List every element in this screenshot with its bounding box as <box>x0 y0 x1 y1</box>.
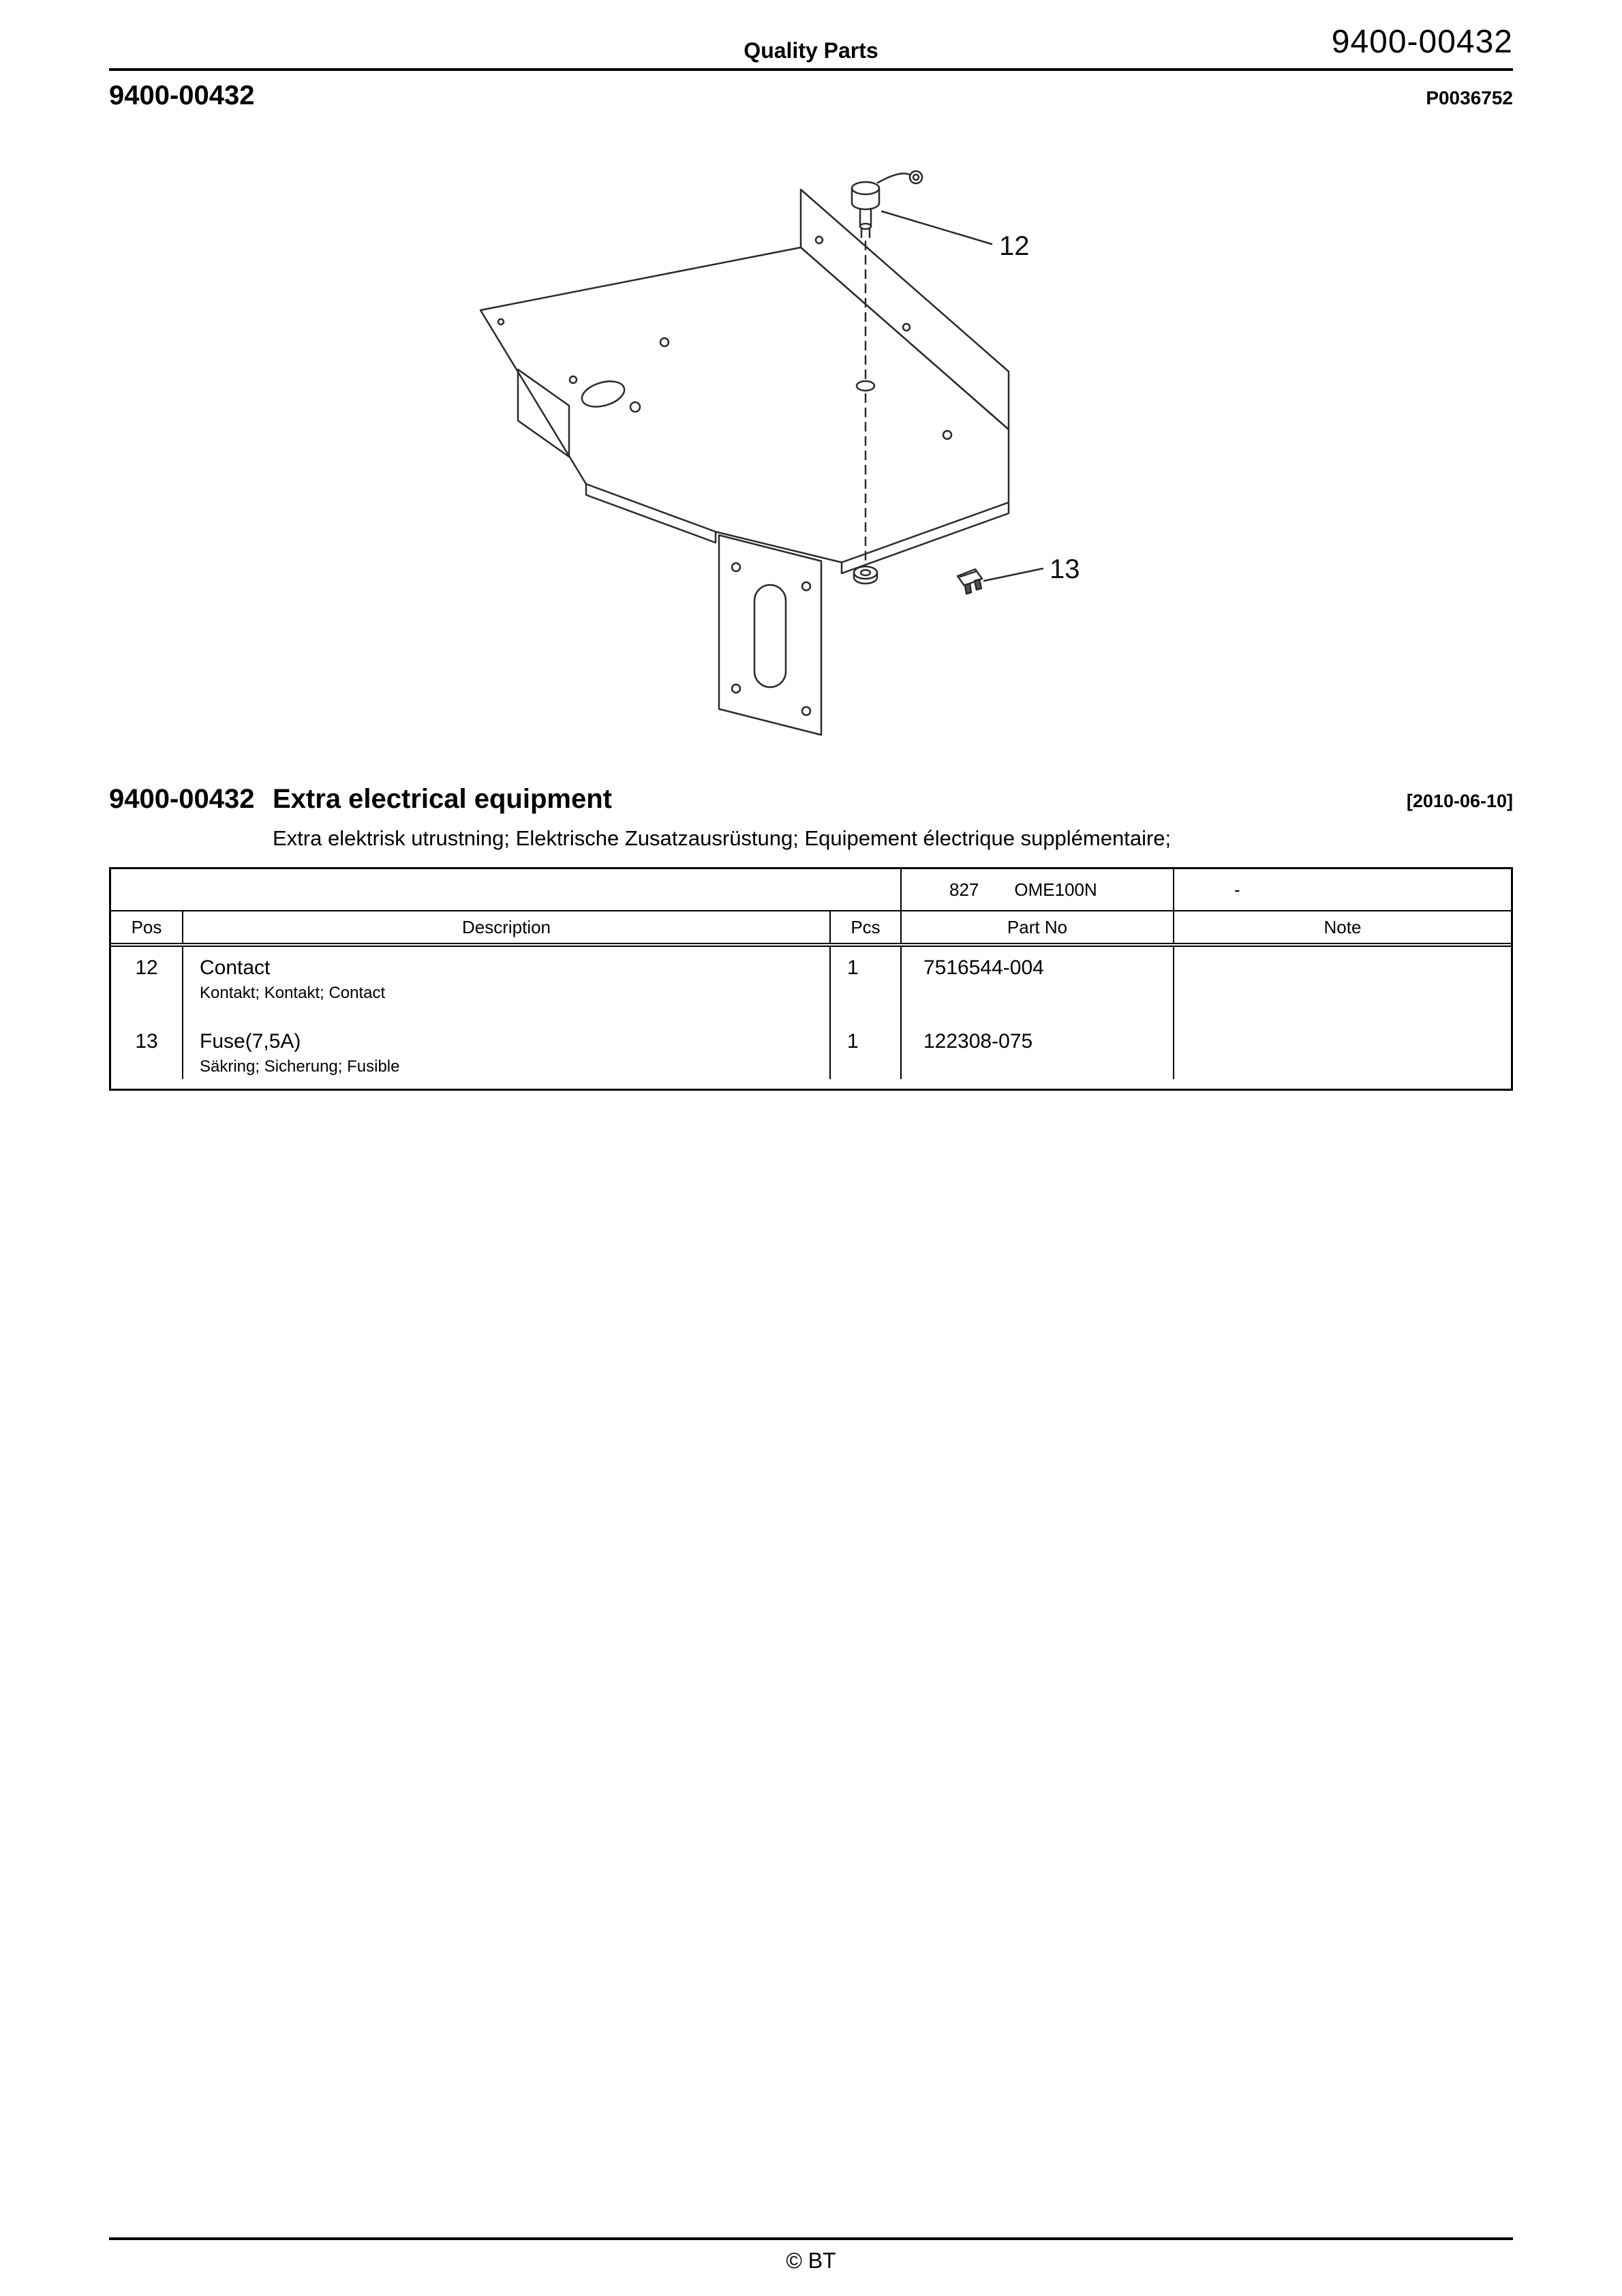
section-subtitle: Extra elektrisk utrustning; Elektrische Zusatzausrüstung; Equipement électrique supplémentaire; <box>273 826 1172 850</box>
exploded-view-figure <box>429 164 1220 798</box>
document-number: 9400-00432 <box>1331 24 1513 60</box>
base-plate <box>480 247 1009 573</box>
row-description <box>183 947 831 1021</box>
fuse <box>958 569 982 594</box>
contact-switch <box>852 171 922 237</box>
washer <box>854 567 877 584</box>
document-number-left: 9400-00432 <box>109 80 255 110</box>
callout-13-label: 13 <box>1050 554 1080 584</box>
row-note <box>1174 947 1511 1021</box>
row-description-main: Contact <box>200 956 271 979</box>
row-pos: 13 <box>111 1021 183 1079</box>
parts-table <box>109 867 1513 1091</box>
model-cell <box>902 869 1174 910</box>
table-row <box>111 947 1511 1021</box>
figure-code: P0036752 <box>1426 87 1513 108</box>
row-pcs: 1 <box>831 1021 902 1079</box>
model-code: 827 <box>949 879 979 900</box>
leader-line-13 <box>984 569 1043 581</box>
row-part-no: 7516544-004 <box>902 947 1174 1021</box>
table-header-row <box>111 911 1511 947</box>
col-header-note: Note <box>1323 916 1362 937</box>
row-description-sub: Säkring; Sicherung; Fusible <box>200 1057 400 1076</box>
model-note: - <box>1234 879 1240 900</box>
row-note <box>1174 1021 1511 1079</box>
col-header-description: Description <box>183 911 831 943</box>
row-description-sub: Kontakt; Kontakt; Contact <box>200 984 386 1002</box>
col-header-part-no: Part No <box>902 911 1174 943</box>
section-code: 9400-00432 <box>109 784 255 814</box>
col-header-pcs: Pcs <box>831 911 902 943</box>
header-rule <box>109 68 1513 71</box>
switch-wire <box>878 174 909 183</box>
model-note-cell <box>1174 869 1511 910</box>
callout-12-label: 12 <box>999 231 1030 261</box>
model-row-empty-cell <box>111 869 902 910</box>
footer-rule <box>109 2237 1513 2240</box>
table-row <box>111 1021 1511 1089</box>
leader-line-12 <box>882 211 992 244</box>
row-part-no: 122308-075 <box>902 1021 1174 1079</box>
row-pos: 12 <box>111 947 183 1021</box>
mounting-bracket <box>719 535 821 735</box>
row-description <box>183 1021 831 1079</box>
footer-copyright: © BT <box>786 2248 836 2273</box>
page-header-title: Quality Parts <box>744 38 878 63</box>
section-title: Extra electrical equipment <box>273 784 612 814</box>
row-description-main: Fuse(7,5A) <box>200 1030 301 1053</box>
model-row <box>111 869 1511 911</box>
section-date: [2010-06-10] <box>1406 791 1513 811</box>
col-header-pos: Pos <box>111 911 183 943</box>
model-name: OME100N <box>1014 879 1097 900</box>
row-pcs: 1 <box>831 947 902 1021</box>
